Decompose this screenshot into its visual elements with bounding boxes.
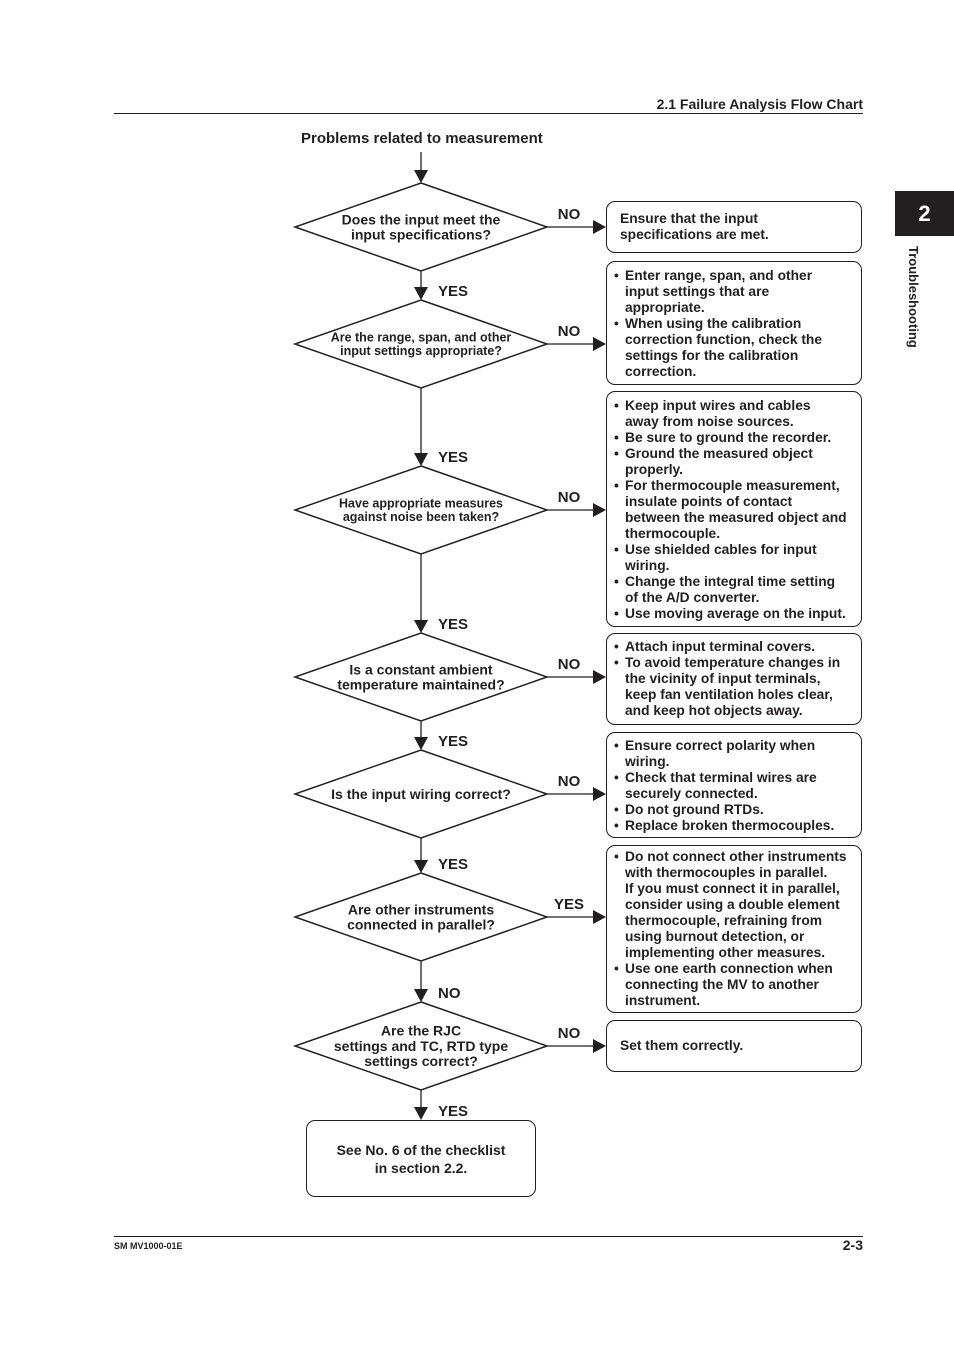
side-branch-label: NO — [557, 656, 581, 673]
down-branch-label: YES — [438, 733, 469, 750]
action-3-bullet: • Use shielded cables for input wiring. — [609, 542, 859, 574]
action-box-7-text: Set them correctly. — [620, 1038, 744, 1053]
decision-question-text: input specifications? — [350, 226, 492, 243]
action-box-1 — [606, 201, 862, 253]
action-box-2 — [606, 261, 862, 385]
action-2-bullet: • Enter range, span, and other input settings that are appropriate. — [609, 268, 857, 316]
chapter-tab: 2 — [895, 191, 954, 236]
down-branch-label: YES — [438, 1103, 469, 1120]
decision-question-text: Does the input meet the — [341, 211, 501, 228]
decision-question-text: Are the range, span, and other — [330, 330, 512, 345]
decision-question-text: Have appropriate measures — [339, 496, 503, 511]
side-connector-arrowhead — [593, 1039, 606, 1053]
action-6-bullet: • Use one earth connection when connecting the MV to another instrument. — [609, 961, 859, 1009]
side-branch-label: NO — [557, 1025, 581, 1042]
action-3-bullet: • Use moving average on the input. — [609, 606, 859, 622]
down-connector-arrowhead — [414, 860, 428, 873]
doc-id: SM MV1000-01E — [114, 1241, 183, 1251]
down-connector-arrowhead — [414, 620, 428, 633]
down-connector-arrowhead — [414, 737, 428, 750]
side-connector-arrowhead — [593, 503, 606, 517]
action-box-6 — [606, 845, 862, 1013]
down-branch-label: YES — [438, 856, 469, 873]
decision-question-text: connected in parallel? — [347, 916, 495, 933]
down-branch-label: NO — [438, 985, 461, 1002]
down-branch-label: YES — [438, 616, 469, 633]
side-branch-label: NO — [557, 489, 581, 506]
decision-question-text: settings and TC, RTD type — [333, 1037, 509, 1054]
decision-question-text: Is the input wiring correct? — [331, 785, 511, 802]
action-5-bullet: • Ensure correct polarity when wiring. — [609, 738, 859, 770]
down-connector-arrowhead — [414, 989, 428, 1002]
action-3-bullet: • Change the integral time setting of the A/D converter. — [609, 574, 859, 606]
end-box: See No. 6 of the checklist in section 2.2. — [306, 1120, 536, 1197]
action-4-bullet: • Attach input terminal covers. — [609, 639, 859, 655]
action-5-bullet: • Check that terminal wires are securely connected. — [609, 770, 859, 802]
down-connector-arrowhead — [414, 1107, 428, 1120]
down-branch-label: YES — [438, 449, 469, 466]
action-2-bullet: • When using the calibration correction function, check the settings for the calibration correction. — [609, 316, 857, 380]
flowchart-start-label: Problems related to measurement — [301, 130, 543, 147]
decision-question-text: temperature maintained? — [337, 676, 505, 693]
down-connector-arrowhead — [414, 287, 428, 300]
action-3-bullet: • Be sure to ground the recorder. — [609, 430, 859, 446]
side-connector-arrowhead — [593, 787, 606, 801]
action-box-7 — [606, 1020, 862, 1072]
action-3-bullet: • For thermocouple measurement, insulate points of contact between the measured object and thermocouple. — [609, 478, 859, 542]
side-connector-arrowhead — [593, 910, 606, 924]
action-5-bullet: • Do not ground RTDs. — [609, 802, 859, 818]
action-5-bullet: • Replace broken thermocouples. — [609, 818, 859, 834]
decision-question-text: Are other instruments — [347, 901, 495, 918]
side-branch-label: NO — [557, 773, 581, 790]
down-branch-label: YES — [438, 283, 469, 300]
action-box-4 — [606, 633, 862, 725]
section-title: 2.1 Failure Analysis Flow Chart — [656, 96, 863, 112]
action-3-bullet: • Keep input wires and cables away from noise sources. — [609, 398, 859, 430]
side-connector-arrowhead — [593, 337, 606, 351]
side-connector-arrowhead — [593, 670, 606, 684]
chapter-label: Troubleshooting — [906, 246, 921, 348]
side-connector-arrowhead — [593, 220, 606, 234]
action-3-bullet: • Ground the measured object properly. — [609, 446, 859, 478]
start-connector-arrowhead — [414, 170, 428, 183]
decision-question-text: input settings appropriate? — [340, 344, 502, 359]
action-box-1-text: Ensure that the input specifications are met. — [620, 211, 769, 242]
action-4-bullet: • To avoid temperature changes in the vicinity of input terminals, keep fan ventilation holes clear, and keep hot objects away. — [609, 655, 859, 719]
action-box-3 — [606, 391, 862, 627]
action-6-bullet: • Do not connect other instruments with thermocouples in parallel. If you must connect it in parallel, consider using a double element thermocouple, refraining from using burnout detection, or implementing other measures. — [609, 849, 859, 961]
down-connector-arrowhead — [414, 453, 428, 466]
action-box-5 — [606, 732, 862, 838]
decision-question-text: settings correct? — [364, 1053, 478, 1070]
side-branch-label: NO — [557, 206, 581, 223]
side-branch-label: NO — [557, 323, 581, 340]
page-number: 2-3 — [842, 1237, 863, 1253]
decision-question-text: Is a constant ambient — [349, 661, 493, 678]
side-branch-label: YES — [553, 896, 585, 913]
decision-question-text: against noise been taken? — [342, 510, 500, 525]
decision-question-text: Are the RJC — [380, 1022, 462, 1039]
